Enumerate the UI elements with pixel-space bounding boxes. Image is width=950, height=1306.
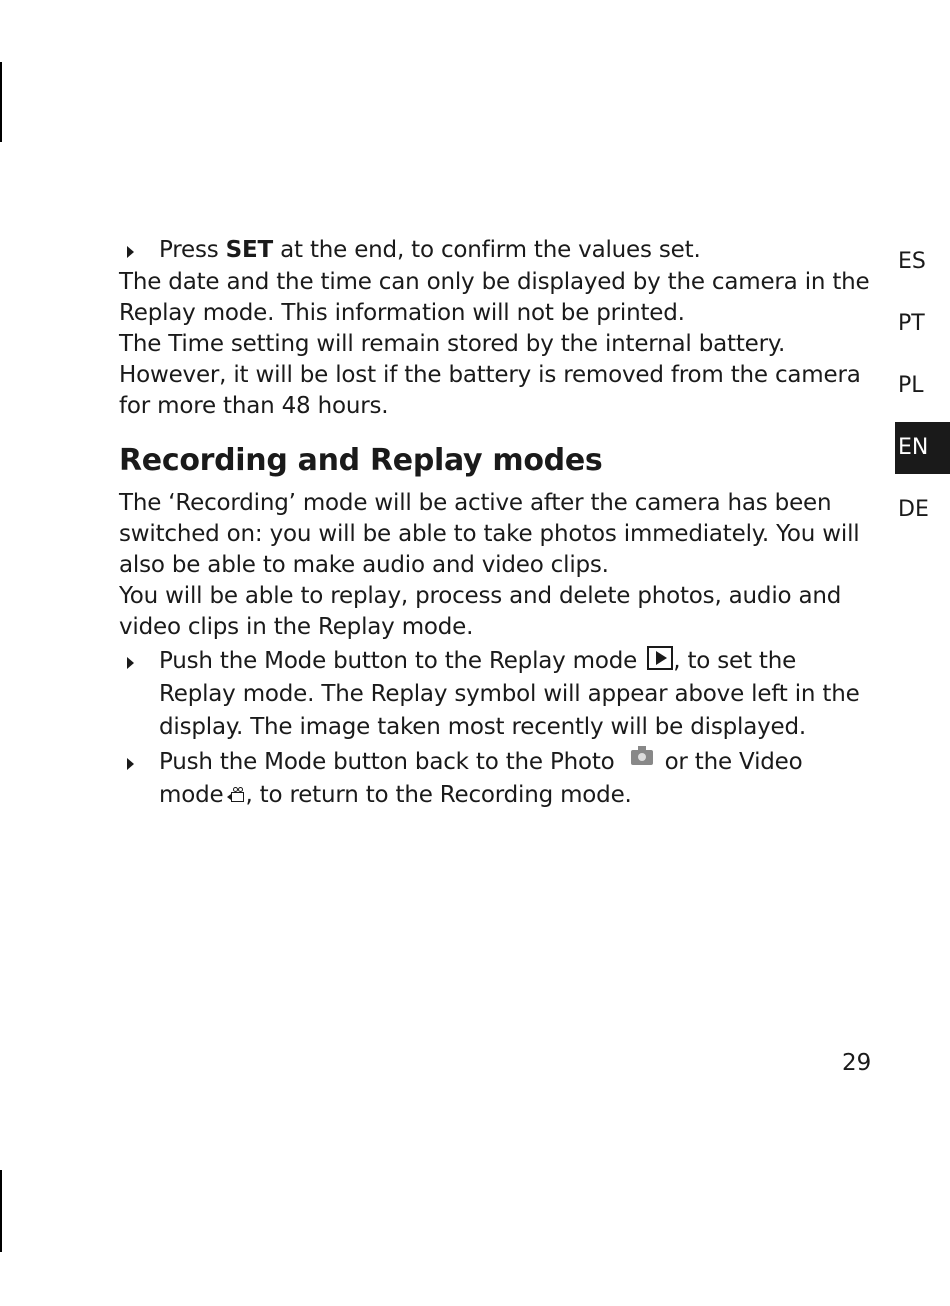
bullet-arrow-icon [127, 657, 134, 669]
section-heading: Recording and Replay modes [119, 443, 603, 478]
page-number: 29 [842, 1050, 872, 1076]
bullet-recording-mode: Push the Mode button back to the Photo or the Video mode , to return to the Recording mode. [119, 746, 871, 812]
bullet-replay-mode: Push the Mode button to the Replay mode , to set the Replay mode. The Replay symbol will appear above left in the display. The image taken most recently will be displayed. [119, 645, 871, 744]
photo-camera-icon [631, 750, 653, 765]
bullet-arrow-icon [127, 758, 134, 770]
language-tab-es: ES [898, 249, 926, 274]
bullet-press-set: Press SET at the end, to confirm the values set. [119, 234, 871, 267]
paragraph-recording-mode: The ‘Recording’ mode will be active after the camera has been switched on: you will be able to take photos immediately. You will also be able to make audio and video clips. [119, 490, 860, 578]
language-tab-pl: PL [898, 373, 924, 398]
crop-mark-bottom [0, 1170, 2, 1252]
crop-mark-top [0, 62, 2, 142]
bullet-arrow-icon [127, 246, 134, 258]
video-camera-icon [227, 787, 245, 803]
replay-icon [647, 646, 673, 670]
paragraph-date-time: The date and the time can only be displayed by the camera in the Replay mode. This information will not be printed. [119, 269, 870, 326]
set-button-label: SET [225, 237, 274, 263]
paragraph-time-setting: The Time setting will remain stored by the internal battery. However, it will be lost if the battery is removed from the camera for more than 48 hours. [119, 331, 861, 419]
page-content [119, 234, 871, 812]
paragraph-replay-mode: You will be able to replay, process and delete photos, audio and video clips in the Replay mode. [119, 583, 842, 640]
language-tab-de: DE [898, 497, 929, 522]
language-tab-pt: PT [898, 311, 925, 336]
language-tab-en: EN [895, 422, 950, 474]
language-tabs [895, 236, 950, 546]
